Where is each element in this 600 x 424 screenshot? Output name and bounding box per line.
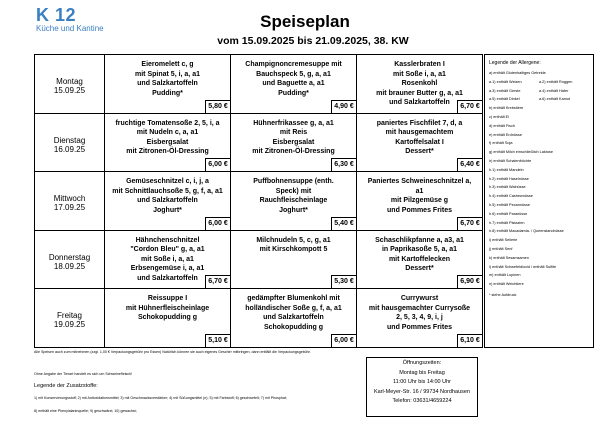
dish-cell xyxy=(231,113,357,172)
allergen-row xyxy=(489,175,589,184)
dish-cell xyxy=(105,172,231,231)
dish-description: Kasslerbraten I mit Soße i, a, a1 Rosenkohl mit brauner Butter g, a, a1 und Salzkartoffeln xyxy=(376,61,463,106)
allergen-row xyxy=(489,104,589,113)
dish-cell xyxy=(105,113,231,172)
allergen-entry xyxy=(539,201,589,210)
allergen-entry xyxy=(539,227,589,236)
allergen-row xyxy=(489,131,589,140)
allergen-entry xyxy=(539,148,589,157)
day-name: Freitag xyxy=(57,311,82,321)
day-row xyxy=(35,113,483,172)
allergen-entry: c) enthält Ei xyxy=(489,114,510,119)
day-cell xyxy=(35,230,105,289)
menu-table xyxy=(34,54,483,348)
day-row xyxy=(35,55,483,114)
allergen-entry: h.7) enthält Pistazien xyxy=(489,220,525,225)
day-cell xyxy=(35,289,105,348)
dish-cell xyxy=(231,230,357,289)
allergen-entry xyxy=(539,271,589,280)
allergen-entry: a.2) enthält Roggen xyxy=(539,79,573,84)
dish-cell xyxy=(357,113,483,172)
day-row xyxy=(35,230,483,289)
day-date: 15.09.25 xyxy=(53,86,86,95)
allergen-entry: a) enthält Glutenhaltiges Getreide xyxy=(489,71,546,75)
allergen-row xyxy=(489,157,589,166)
logo-sub-text: Küche und Kantine xyxy=(36,24,104,33)
allergen-row xyxy=(489,254,589,263)
allergen-entry: i) enthält Sellerie xyxy=(489,238,518,243)
dish-description: Reissuppe I mit Hühnerfleischeinlage Schokopudding g xyxy=(125,295,210,322)
dish-price: 5,10 € xyxy=(205,334,231,348)
dish-price: 6,70 € xyxy=(457,217,483,231)
allergen-row xyxy=(489,236,589,245)
day-cell xyxy=(35,55,105,114)
allergen-entry xyxy=(539,263,589,272)
dish-price: 6,40 € xyxy=(457,158,483,172)
allergen-entry: a.6) enthält Kamut xyxy=(539,97,571,102)
allergen-entry: h.5) enthält Pecannüsse xyxy=(489,202,530,207)
dish-description: Paniertes Schweineschnitzel a, a1 mit Pilzgemüse g und Pommes Frites xyxy=(367,178,472,214)
dish-description: gedämpfter Blumenkohl mit holländischer Soße g, f, a, a1 und Salzkartoffeln Schokopudding g xyxy=(245,295,342,331)
allergen-entry: m) enthält Lupinen xyxy=(489,273,521,278)
allergen-entry: g) enthält Milch einschließlich Laktose xyxy=(489,150,553,155)
allergen-entry: j) enthält Senf xyxy=(489,246,513,251)
dish-cell xyxy=(357,289,483,348)
allergen-entry xyxy=(539,236,589,245)
allergen-row xyxy=(489,166,589,175)
dish-description: Eieromelett c, g mit Spinat 5, i, a, a1 und Salzkartoffeln Pudding* xyxy=(135,61,200,97)
dish-price: 6,00 € xyxy=(205,217,231,231)
dish-description: Currywurst mit hausgemachter Currysoße 2, 5, 3, 4, 9, i, j und Pommes Frites xyxy=(368,295,471,331)
takeaway-footnote: Alle Speisen auch zum mitnehmen (zzgl. 1,00 € Verpackungsgebühr pro Essen) Natürlich können sie auch eigenes Geschirr mitbringen, dann entfällt die Verpackungsgebühr. xyxy=(34,350,311,354)
day-name: Mittwoch xyxy=(53,194,86,204)
dish-cell xyxy=(357,230,483,289)
allergen-entry: a.5) enthält Dinkel xyxy=(489,97,520,102)
allergen-legend xyxy=(484,54,594,348)
dish-description: Milchnudeln 5, c, g, a1 mit Kirschkompott 5 xyxy=(256,236,331,254)
day-date: 18.09.25 xyxy=(53,261,86,271)
allergen-entry: f) enthält Soja xyxy=(489,141,513,146)
additives-line-2: 8) enthält eine Phenylalaninquelle; 9) geschwärzt; 10) gewachst; xyxy=(34,409,137,413)
allergen-entry: h.6) enthält Paranüsse xyxy=(489,211,528,216)
day-name: Dienstag xyxy=(53,135,86,145)
allergen-entry xyxy=(539,113,589,122)
allergen-row xyxy=(489,95,589,104)
page-subtitle: vom 15.09.2025 bis 21.09.2025, 38. KW xyxy=(217,35,409,47)
dish-description: Gemüseschnitzel c, i, j, a mit Schnittlauchsoße 5, g, f, a, a1 und Salzkartoffeln Joghurt* xyxy=(112,178,223,214)
dish-description: Champignoncremesuppe mit Bauchspeck 5, g, a, a1 und Baguette a, a1 Pudding* xyxy=(245,61,342,97)
allergen-entry xyxy=(539,157,589,166)
allergen-entry: k) enthält Sesamsamen xyxy=(489,255,529,260)
allergen-entry xyxy=(539,175,589,184)
allergen-entry xyxy=(539,280,589,289)
allergen-row xyxy=(489,183,589,192)
additives-legend-title: Legende der Zusatzstoffe: xyxy=(34,383,98,389)
allergen-row xyxy=(489,263,589,272)
dish-cell xyxy=(105,230,231,289)
dish-price: 4,90 € xyxy=(331,100,357,114)
allergen-entry: d) enthält Fisch xyxy=(489,123,515,128)
allergen-entry xyxy=(539,69,589,78)
allergen-row xyxy=(489,87,589,96)
dish-price: 5,40 € xyxy=(331,217,357,231)
allergen-entry: h.8) enthält Macadamia- / Queenslandnüsse xyxy=(489,229,564,234)
allergen-row xyxy=(489,148,589,157)
allergen-entry: l) enthält Schwefeldioxid / enthält Sulfite xyxy=(489,264,557,269)
dish-price: 6,70 € xyxy=(205,275,231,289)
day-name: Montag xyxy=(56,77,83,86)
opening-days: Montag bis Freitag xyxy=(399,369,445,376)
allergen-entry: e) enthält Erdnüsse xyxy=(489,132,522,137)
meat-note: Ohne Angabe der Tierart handelt es sich um Schweinefleisch! xyxy=(34,372,133,376)
allergen-row xyxy=(489,219,589,228)
allergen-entry xyxy=(539,183,589,192)
dish-cell xyxy=(357,172,483,231)
day-row xyxy=(35,289,483,348)
dish-cell xyxy=(105,55,231,114)
dish-cell xyxy=(105,289,231,348)
dish-price: 5,30 € xyxy=(331,275,357,289)
allergen-entry: a.3) enthält Gerste xyxy=(489,88,521,93)
allergen-entry: h.4) enthält Cashewnüsse xyxy=(489,194,533,199)
allergen-entry: b) enthält Krebstiere xyxy=(489,106,524,111)
allergen-note: * siehe Aufdruck xyxy=(489,292,517,297)
dish-price: 6,00 € xyxy=(205,158,231,172)
dish-price: 6,70 € xyxy=(457,100,483,114)
dish-description: paniertes Fischfilet 7, d, a mit hausgemachtem Kartoffelsalat I Dessert* xyxy=(376,119,463,156)
dish-cell xyxy=(231,55,357,114)
allergen-entry: a.4) enthält Hafer xyxy=(539,88,569,93)
allergen-entry: h) enthält Schalenfrüchte xyxy=(489,158,532,163)
dish-cell xyxy=(231,172,357,231)
dish-description: Hähnchenschnitzel "Cordon Bleu" g, a, a1 mit Soße i, a, a1 Erbsengemüse i, a, a1 und Salzkartoffeln xyxy=(130,236,205,282)
dish-price: 6,00 € xyxy=(331,334,357,348)
opening-title: Öffnungszeiten: xyxy=(402,360,442,366)
allergen-entry: h.3) enthält Walnüsse xyxy=(489,185,526,190)
day-date: 17.09.25 xyxy=(53,203,86,213)
dish-cell xyxy=(231,289,357,348)
allergen-entry xyxy=(539,131,589,140)
dish-price: 6,10 € xyxy=(457,334,483,348)
allergen-entry: n) enthält Weichtiere xyxy=(489,282,524,287)
allergen-entry xyxy=(539,245,589,254)
allergen-row xyxy=(489,280,589,289)
allergen-entry xyxy=(539,104,589,113)
allergen-row xyxy=(489,271,589,280)
allergen-row xyxy=(489,69,589,78)
allergen-row xyxy=(489,201,589,210)
allergen-row xyxy=(489,78,589,87)
allergen-row xyxy=(489,227,589,236)
allergen-row xyxy=(489,192,589,201)
dish-price: 6,30 € xyxy=(331,158,357,172)
opening-hours-box xyxy=(366,357,478,417)
day-date: 19.09.25 xyxy=(53,320,86,330)
allergen-row xyxy=(489,122,589,131)
allergen-entry xyxy=(539,122,589,131)
allergen-entry xyxy=(539,254,589,263)
page-title: Speiseplan xyxy=(260,12,350,31)
allergen-entry: h.1) enthält Mandeln xyxy=(489,167,524,172)
allergen-row xyxy=(489,139,589,148)
dish-description: fruchtige Tomatensoße 2, 5, i, a mit Nudeln c, a, a1 Eisbergsalat mit Zitronen-Öl-Dressing xyxy=(115,119,220,156)
allergen-entry xyxy=(539,210,589,219)
allergen-row xyxy=(489,210,589,219)
dish-price: 5,80 € xyxy=(205,100,231,114)
day-cell xyxy=(35,113,105,172)
opening-hours: 11:00 Uhr bis 14:00 Uhr xyxy=(393,379,451,385)
dish-price: 6,90 € xyxy=(457,275,483,289)
dish-description: Hühnerfrikassee g, a, a1 mit Reis Eisbergsalat mit Zitronen-Öl-Dressing xyxy=(252,119,335,156)
allergen-entry xyxy=(539,219,589,228)
allergen-entry xyxy=(539,139,589,148)
allergen-row xyxy=(489,113,589,122)
day-row xyxy=(35,172,483,231)
allergen-entry xyxy=(539,166,589,175)
allergen-entry: a.1) enthält Weizen xyxy=(489,79,522,84)
additives-line-1: 1) mit Konservierungsstoff; 2) mit Antioxidationsmittel; 3) mit Geschmacksverstärker; 4) mit Süßungsmittel (n); 5) mit Farbstoff; 6) geschwefelt; 7) mit Phosphat; xyxy=(34,396,287,400)
opening-address: Karl-Meyer-Str. 16 / 99734 Nordhausen xyxy=(374,388,470,395)
day-cell xyxy=(35,172,105,231)
day-name: Donnerstag xyxy=(48,252,91,262)
allergen-entry: h.2) enthält Haselnüsse xyxy=(489,176,529,181)
dish-cell xyxy=(357,55,483,114)
dish-description: Schaschlikpfanne a, a3, a1 in Paprikasoße 5, a, a1 mit Kartoffelecken Dessert* xyxy=(375,236,464,273)
day-date: 16.09.25 xyxy=(53,144,86,154)
allergen-row xyxy=(489,245,589,254)
logo-main-text: K 12 xyxy=(36,5,77,25)
opening-phone: Telefon: 03631/4659224 xyxy=(392,398,452,404)
allergen-legend-title: Legende der Allergene: xyxy=(489,60,541,66)
dish-description: Puffbohnensuppe (enth. Speck) mit Rauchfleischeinlage Joghurt* xyxy=(253,178,334,214)
allergen-entry xyxy=(539,192,589,201)
